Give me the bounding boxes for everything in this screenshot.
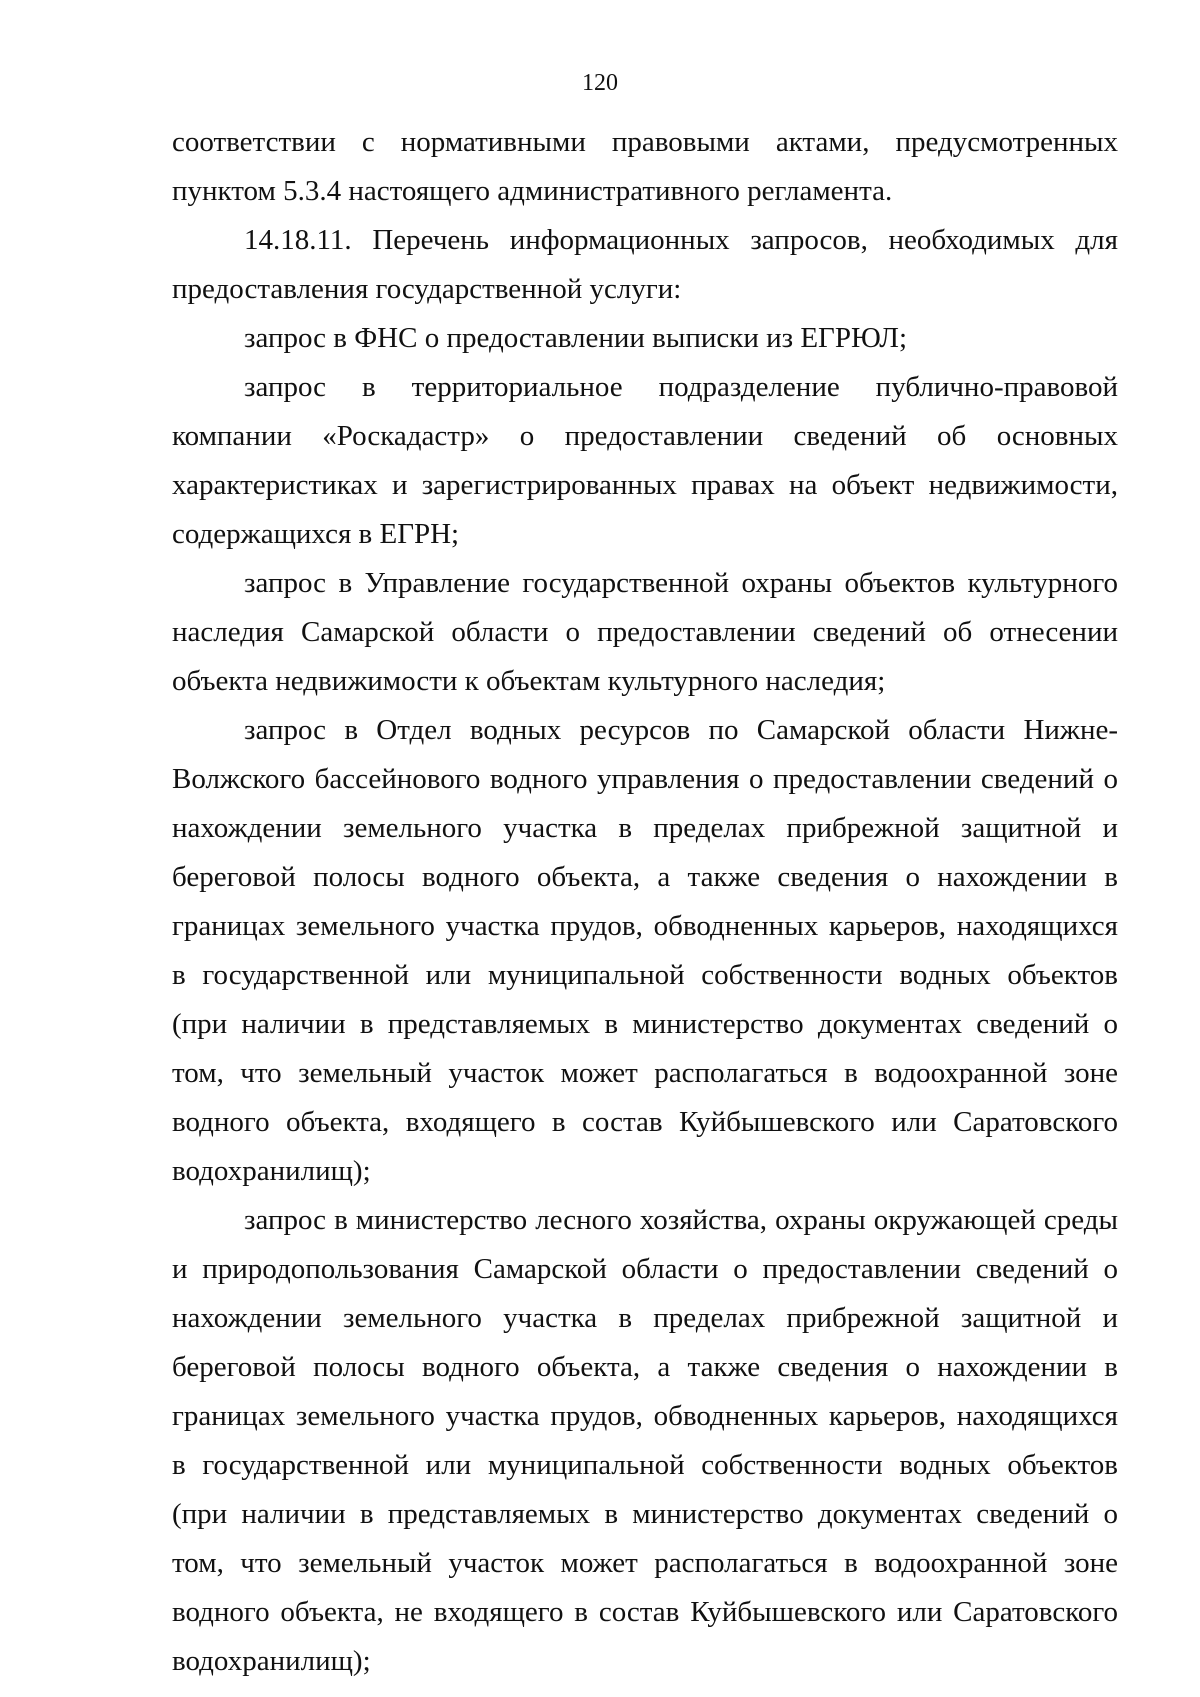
paragraph-request-fns: запрос в ФНС о предоставлении выписки из ЕГРЮЛ; [244,322,908,354]
paragraph-section-14-18-11: 14.18.11. Перечень информационных запросов, необходимых для предоставления государственной услуги: [172,224,1118,305]
paragraph-request-cultural-heritage: запрос в Управление государственной охраны объектов культурного наследия Самарской области о предоставлении сведений об отнесении объекта недвижимости к объектам культурного наследия; [172,567,1118,697]
document-body [172,118,1118,1686]
paragraph-request-roskadastr: запрос в территориальное подразделение публично-правовой компании «Роскадастр» о предоставлении сведений об основных характеристиках и зарегистрированных правах на объект недвижимости, содержащихся в ЕГРН; [172,371,1118,550]
paragraph-request-forestry-ministry: запрос в министерство лесного хозяйства, охраны окружающей среды и природопользования Самарской области о предоставлении сведений о нахождении земельного участка в пределах прибрежной защитной и береговой полосы водного объекта, а также сведения о нахождении в границах земельного участка прудов, обводненных карьеров, находящихся в государственной или муниципальной собственности водных объектов (при наличии в представляемых в министерство документах сведений о том, что земельный участок может располагаться в водоохранной зоне водного объекта, не входящего в состав Куйбышевского или Саратовского водохранилищ); [172,1204,1118,1677]
paragraph-continuation: соответствии с нормативными правовыми актами, предусмотренных пунктом 5.3.4 настоящего административного регламента. [172,126,1118,207]
paragraph-request-water-resources: запрос в Отдел водных ресурсов по Самарской области Нижне-Волжского бассейнового водного управления о предоставлении сведений о нахождении земельного участка в пределах прибрежной защитной и береговой полосы водного объекта, а также сведения о нахождении в границах земельного участка прудов, обводненных карьеров, находящихся в государственной или муниципальной собственности водных объектов (при наличии в представляемых в министерство документах сведений о том, что земельный участок может располагаться в водоохранной зоне водного объекта, входящего в состав Куйбышевского или Саратовского водохранилищ); [172,714,1118,1187]
page-number: 120 [582,70,618,96]
